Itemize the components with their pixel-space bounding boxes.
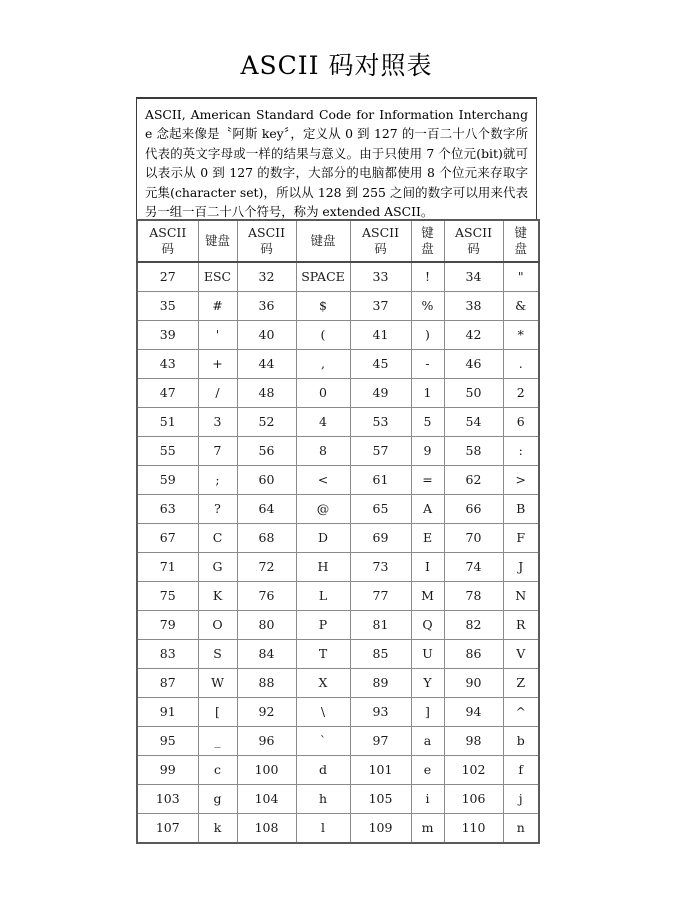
cell-ascii-code: 75 (137, 582, 198, 611)
cell-ascii-code: 95 (137, 727, 198, 756)
cell-ascii-code: 55 (137, 437, 198, 466)
table-row (137, 262, 539, 292)
header-line-2: 盘 (514, 241, 527, 256)
table-row (137, 698, 539, 727)
cell-keyboard-character: O (198, 611, 237, 640)
cell-ascii-code: 58 (444, 437, 503, 466)
cell-ascii-code: 59 (137, 466, 198, 495)
cell-ascii-code: 74 (444, 553, 503, 582)
cell-ascii-code: 63 (137, 495, 198, 524)
cell-keyboard-character: L (296, 582, 350, 611)
page-title: ASCII 码对照表 (240, 51, 433, 80)
cell-keyboard-character: ? (198, 495, 237, 524)
cell-keyboard-character: Z (503, 669, 539, 698)
cell-keyboard-character: , (296, 350, 350, 379)
table-row (137, 292, 539, 321)
cell-ascii-code: 71 (137, 553, 198, 582)
cell-ascii-code: 66 (444, 495, 503, 524)
header-line-2: 码 (374, 241, 387, 256)
cell-ascii-code: 48 (237, 379, 296, 408)
cell-keyboard-character: 1 (411, 379, 444, 408)
cell-keyboard-character: R (503, 611, 539, 640)
table-row (137, 408, 539, 437)
table-row (137, 437, 539, 466)
table-row (137, 553, 539, 582)
cell-ascii-code: 39 (137, 321, 198, 350)
table-row (137, 350, 539, 379)
table-row (137, 727, 539, 756)
header-line-2: 盘 (421, 241, 434, 256)
table-row (137, 582, 539, 611)
header-line-1: 键 (421, 225, 434, 240)
cell-ascii-code: 94 (444, 698, 503, 727)
cell-keyboard-character: ` (296, 727, 350, 756)
cell-keyboard-character: 7 (198, 437, 237, 466)
cell-keyboard-character: _ (198, 727, 237, 756)
cell-keyboard-character: j (503, 785, 539, 814)
cell-ascii-code: 79 (137, 611, 198, 640)
cell-ascii-code: 54 (444, 408, 503, 437)
cell-keyboard-character: ; (198, 466, 237, 495)
cell-ascii-code: 27 (137, 262, 198, 292)
column-header-keyboard-4 (503, 220, 539, 262)
cell-ascii-code: 36 (237, 292, 296, 321)
cell-keyboard-character: - (411, 350, 444, 379)
cell-ascii-code: 102 (444, 756, 503, 785)
cell-ascii-code: 50 (444, 379, 503, 408)
cell-ascii-code: 51 (137, 408, 198, 437)
cell-keyboard-character: c (198, 756, 237, 785)
cell-ascii-code: 60 (237, 466, 296, 495)
cell-keyboard-character: X (296, 669, 350, 698)
cell-ascii-code: 46 (444, 350, 503, 379)
table-row (137, 495, 539, 524)
cell-keyboard-character: M (411, 582, 444, 611)
cell-ascii-code: 100 (237, 756, 296, 785)
table-row (137, 379, 539, 408)
description-text: ASCII, American Standard Code for Information Interchange 念起来像是〝阿斯 key〞，定义从 0 到 127 的一百二十八个数字所代表的英文字母或一样的结果与意义。由于只使用 7 个位元(bit)就可以表示从 0 到 127 的数字，大部分的电脑都使用 8 个位元来存取字元集(character set)，所以从 128 到 255 之间的数字可以用来代表另一组一百二十八个符号，称为 extended ASCII。 (145, 107, 528, 220)
cell-ascii-code: 83 (137, 640, 198, 669)
cell-keyboard-character: 5 (411, 408, 444, 437)
cell-ascii-code: 82 (444, 611, 503, 640)
cell-keyboard-character: " (503, 262, 539, 292)
cell-ascii-code: 65 (350, 495, 411, 524)
cell-ascii-code: 73 (350, 553, 411, 582)
cell-keyboard-character: n (503, 814, 539, 844)
cell-keyboard-character: N (503, 582, 539, 611)
cell-ascii-code: 87 (137, 669, 198, 698)
cell-ascii-code: 104 (237, 785, 296, 814)
cell-keyboard-character: h (296, 785, 350, 814)
cell-keyboard-character: d (296, 756, 350, 785)
cell-keyboard-character: 2 (503, 379, 539, 408)
cell-keyboard-character: U (411, 640, 444, 669)
cell-ascii-code: 56 (237, 437, 296, 466)
cell-ascii-code: 52 (237, 408, 296, 437)
cell-ascii-code: 108 (237, 814, 296, 844)
cell-ascii-code: 69 (350, 524, 411, 553)
cell-keyboard-character: b (503, 727, 539, 756)
cell-ascii-code: 106 (444, 785, 503, 814)
cell-ascii-code: 85 (350, 640, 411, 669)
cell-ascii-code: 80 (237, 611, 296, 640)
cell-ascii-code: 88 (237, 669, 296, 698)
table-header (137, 220, 539, 262)
cell-keyboard-character: g (198, 785, 237, 814)
cell-ascii-code: 96 (237, 727, 296, 756)
cell-keyboard-character: . (503, 350, 539, 379)
cell-keyboard-character: & (503, 292, 539, 321)
table-row (137, 466, 539, 495)
table-row (137, 814, 539, 844)
cell-keyboard-character: + (198, 350, 237, 379)
table-row (137, 524, 539, 553)
cell-keyboard-character: ) (411, 321, 444, 350)
cell-ascii-code: 61 (350, 466, 411, 495)
cell-keyboard-character: % (411, 292, 444, 321)
cell-keyboard-character: ( (296, 321, 350, 350)
cell-ascii-code: 64 (237, 495, 296, 524)
cell-ascii-code: 77 (350, 582, 411, 611)
cell-ascii-code: 101 (350, 756, 411, 785)
cell-ascii-code: 99 (137, 756, 198, 785)
cell-ascii-code: 44 (237, 350, 296, 379)
cell-ascii-code: 105 (350, 785, 411, 814)
header-line-2: 码 (161, 241, 174, 256)
cell-keyboard-character: J (503, 553, 539, 582)
header-line-1: ASCII (247, 225, 286, 240)
cell-ascii-code: 93 (350, 698, 411, 727)
cell-keyboard-character: ESC (198, 262, 237, 292)
cell-keyboard-character: i (411, 785, 444, 814)
cell-keyboard-character: E (411, 524, 444, 553)
cell-keyboard-character: 9 (411, 437, 444, 466)
cell-keyboard-character: < (296, 466, 350, 495)
cell-ascii-code: 110 (444, 814, 503, 844)
cell-ascii-code: 42 (444, 321, 503, 350)
cell-ascii-code: 84 (237, 640, 296, 669)
cell-keyboard-character: SPACE (296, 262, 350, 292)
header-line-1: 键 (514, 225, 527, 240)
cell-ascii-code: 40 (237, 321, 296, 350)
cell-keyboard-character: ^ (503, 698, 539, 727)
table-header-row (137, 220, 539, 262)
cell-keyboard-character: f (503, 756, 539, 785)
cell-keyboard-character: 4 (296, 408, 350, 437)
cell-keyboard-character: [ (198, 698, 237, 727)
ascii-code-table (136, 219, 540, 844)
header-line-1: ASCII (361, 225, 400, 240)
cell-keyboard-character: / (198, 379, 237, 408)
cell-keyboard-character: W (198, 669, 237, 698)
cell-keyboard-character: ! (411, 262, 444, 292)
cell-ascii-code: 109 (350, 814, 411, 844)
cell-keyboard-character: m (411, 814, 444, 844)
header-line-1: ASCII (149, 225, 187, 240)
cell-ascii-code: 98 (444, 727, 503, 756)
table-row (137, 669, 539, 698)
cell-ascii-code: 97 (350, 727, 411, 756)
cell-ascii-code: 38 (444, 292, 503, 321)
column-header-keyboard-2: 键盘 (296, 220, 350, 262)
cell-ascii-code: 45 (350, 350, 411, 379)
table-row (137, 640, 539, 669)
cell-keyboard-character: 3 (198, 408, 237, 437)
cell-keyboard-character: e (411, 756, 444, 785)
cell-ascii-code: 92 (237, 698, 296, 727)
cell-keyboard-character: $ (296, 292, 350, 321)
cell-ascii-code: 103 (137, 785, 198, 814)
cell-keyboard-character: @ (296, 495, 350, 524)
cell-keyboard-character: = (411, 466, 444, 495)
cell-keyboard-character: F (503, 524, 539, 553)
cell-keyboard-character: ] (411, 698, 444, 727)
cell-keyboard-character: l (296, 814, 350, 844)
cell-keyboard-character: a (411, 727, 444, 756)
header-line-1: ASCII (454, 225, 493, 240)
cell-ascii-code: 33 (350, 262, 411, 292)
cell-ascii-code: 35 (137, 292, 198, 321)
cell-keyboard-character: I (411, 553, 444, 582)
cell-ascii-code: 72 (237, 553, 296, 582)
cell-keyboard-character: K (198, 582, 237, 611)
cell-ascii-code: 41 (350, 321, 411, 350)
cell-keyboard-character: 6 (503, 408, 539, 437)
cell-ascii-code: 70 (444, 524, 503, 553)
cell-keyboard-character: V (503, 640, 539, 669)
cell-keyboard-character: k (198, 814, 237, 844)
cell-ascii-code: 90 (444, 669, 503, 698)
column-header-ascii-code-1 (137, 220, 198, 262)
cell-keyboard-character: ' (198, 321, 237, 350)
cell-ascii-code: 67 (137, 524, 198, 553)
table-row (137, 756, 539, 785)
cell-keyboard-character: S (198, 640, 237, 669)
cell-ascii-code: 86 (444, 640, 503, 669)
cell-keyboard-character: B (503, 495, 539, 524)
cell-keyboard-character: \ (296, 698, 350, 727)
header-line-2: 码 (260, 241, 273, 256)
cell-keyboard-character: > (503, 466, 539, 495)
cell-ascii-code: 78 (444, 582, 503, 611)
cell-keyboard-character: Y (411, 669, 444, 698)
cell-ascii-code: 89 (350, 669, 411, 698)
cell-keyboard-character: T (296, 640, 350, 669)
table-row (137, 611, 539, 640)
cell-keyboard-character: 8 (296, 437, 350, 466)
cell-ascii-code: 76 (237, 582, 296, 611)
ascii-table-container (136, 219, 538, 844)
table-row (137, 321, 539, 350)
cell-ascii-code: 91 (137, 698, 198, 727)
cell-ascii-code: 62 (444, 466, 503, 495)
cell-keyboard-character: C (198, 524, 237, 553)
cell-keyboard-character: H (296, 553, 350, 582)
column-header-ascii-code-2 (237, 220, 296, 262)
cell-ascii-code: 53 (350, 408, 411, 437)
table-body (137, 262, 539, 843)
description-box (136, 97, 537, 229)
cell-ascii-code: 37 (350, 292, 411, 321)
column-header-keyboard-1: 键盘 (198, 220, 237, 262)
cell-ascii-code: 32 (237, 262, 296, 292)
column-header-keyboard-3 (411, 220, 444, 262)
cell-keyboard-character: 0 (296, 379, 350, 408)
cell-keyboard-character: P (296, 611, 350, 640)
cell-keyboard-character: # (198, 292, 237, 321)
column-header-ascii-code-3 (350, 220, 411, 262)
cell-ascii-code: 68 (237, 524, 296, 553)
cell-ascii-code: 107 (137, 814, 198, 844)
cell-keyboard-character: D (296, 524, 350, 553)
cell-ascii-code: 49 (350, 379, 411, 408)
cell-ascii-code: 47 (137, 379, 198, 408)
cell-ascii-code: 81 (350, 611, 411, 640)
cell-ascii-code: 57 (350, 437, 411, 466)
table-row (137, 785, 539, 814)
cell-keyboard-character: G (198, 553, 237, 582)
header-line-2: 码 (467, 241, 480, 256)
column-header-ascii-code-4 (444, 220, 503, 262)
cell-ascii-code: 43 (137, 350, 198, 379)
cell-keyboard-character: * (503, 321, 539, 350)
cell-keyboard-character: : (503, 437, 539, 466)
cell-ascii-code: 34 (444, 262, 503, 292)
cell-keyboard-character: A (411, 495, 444, 524)
cell-keyboard-character: Q (411, 611, 444, 640)
